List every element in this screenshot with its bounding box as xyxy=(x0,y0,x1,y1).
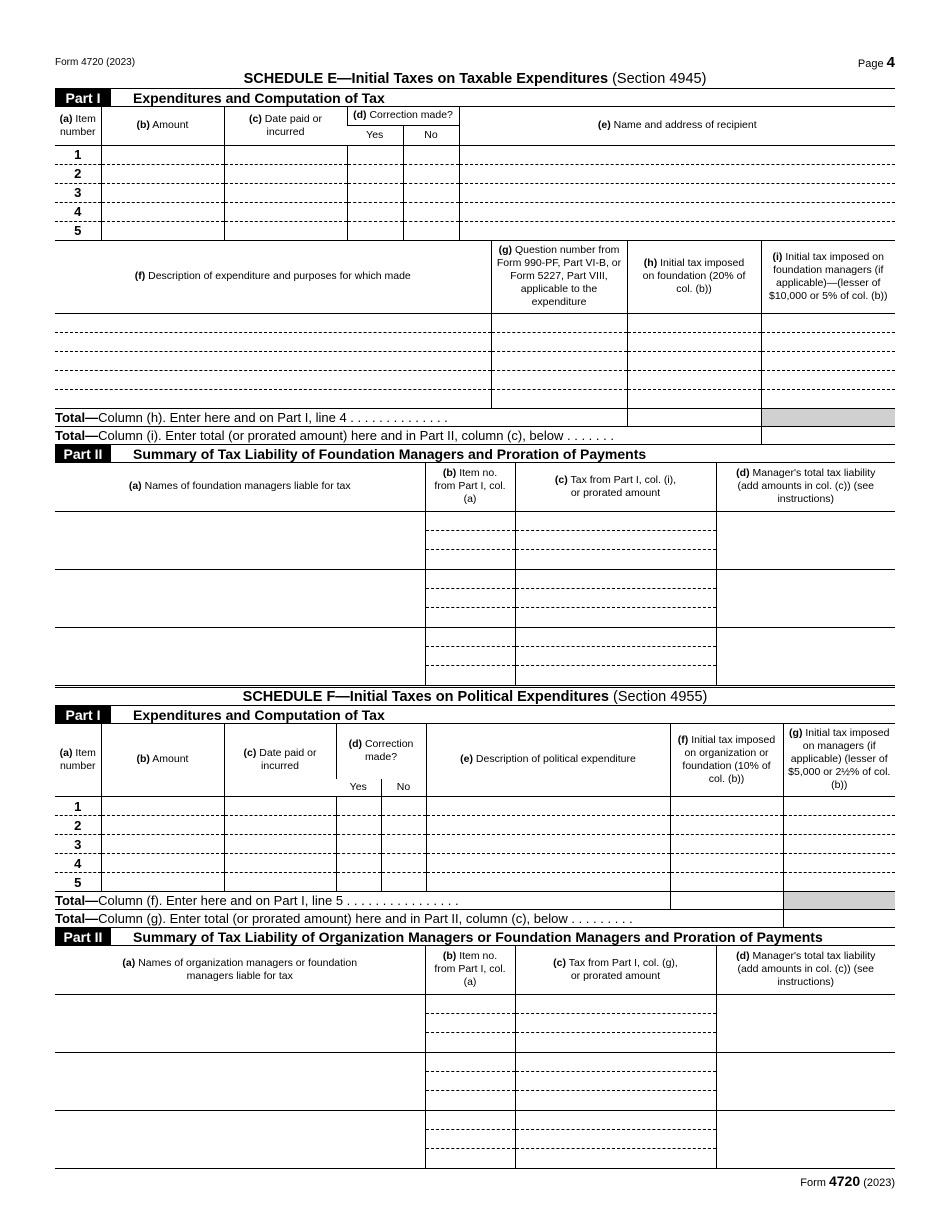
amount-field[interactable] xyxy=(101,202,224,221)
schedule-f-part1-table xyxy=(55,724,895,893)
p2-col-b-header: (b) Item no. from Part I, col. (a) xyxy=(425,463,515,511)
yes-field[interactable] xyxy=(336,797,381,816)
date-field[interactable] xyxy=(224,816,336,835)
schedule-e-description-table xyxy=(55,241,895,410)
item-number: 1 xyxy=(55,797,101,816)
item-no-field[interactable] xyxy=(426,1014,515,1033)
date-field[interactable] xyxy=(224,202,347,221)
manager-name-field[interactable] xyxy=(55,1110,425,1168)
item-no-field[interactable] xyxy=(426,666,515,685)
recipient-field[interactable] xyxy=(459,183,895,202)
manager-name-field[interactable] xyxy=(55,627,425,685)
description-field[interactable] xyxy=(426,835,670,854)
item-number: 3 xyxy=(55,835,101,854)
total-h-field[interactable] xyxy=(627,409,761,426)
item-number: 5 xyxy=(55,873,101,892)
page-number-label: Page 4 xyxy=(857,54,895,71)
col-g-header: (g) Question number from Form 990-PF, Part VI-B, or Form 5227, Part VIII, applicable to the expenditure xyxy=(491,241,627,314)
form-footer: Form 4720 (2023) xyxy=(800,1172,895,1189)
item-number: 4 xyxy=(55,202,101,221)
yes-field[interactable] xyxy=(347,145,403,164)
total-liability-field[interactable] xyxy=(716,994,895,1052)
amount-field[interactable] xyxy=(101,873,224,892)
description-field[interactable] xyxy=(426,797,670,816)
col-f-header: (f) Description of expenditure and purposes for which made xyxy=(55,241,491,314)
fp2-col-a-header: (a) Names of organization managers or foundation managers liable for tax xyxy=(55,946,425,994)
yes-field[interactable] xyxy=(336,816,381,835)
total-column-g: Total—Column (g). Enter total (or prorated amount) here and in Part II, column (c), below . . . . . . . . . xyxy=(55,910,895,928)
fp2-col-c-header: (c) Tax from Part I, col. (g), or prorated amount xyxy=(515,946,716,994)
schedule-f-part1-header: Part I Expenditures and Computation of Tax xyxy=(55,706,895,724)
description-field[interactable] xyxy=(55,333,491,352)
question-field[interactable] xyxy=(491,352,627,371)
date-field[interactable] xyxy=(224,145,347,164)
amount-field[interactable] xyxy=(101,145,224,164)
col-d-header: (d) Correction made? xyxy=(347,107,459,125)
item-no-field[interactable] xyxy=(426,1091,515,1110)
amount-field[interactable] xyxy=(101,221,224,240)
col-e-header: (e) Name and address of recipient xyxy=(459,107,895,145)
no-field[interactable] xyxy=(381,854,426,873)
manager-name-field[interactable] xyxy=(55,569,425,627)
date-field[interactable] xyxy=(224,183,347,202)
tax-field[interactable] xyxy=(516,512,716,531)
date-field[interactable] xyxy=(224,835,336,854)
recipient-field[interactable] xyxy=(459,202,895,221)
no-field[interactable] xyxy=(403,202,459,221)
total-liability-field[interactable] xyxy=(716,627,895,685)
p2-col-d-header: (d) Manager's total tax liability (add amounts in col. (c)) (see instructions) xyxy=(716,463,895,511)
tax-f-field[interactable] xyxy=(670,816,783,835)
tax-f-field[interactable] xyxy=(670,797,783,816)
total-liability-field[interactable] xyxy=(716,1052,895,1110)
item-number: 2 xyxy=(55,164,101,183)
schedule-f-title: SCHEDULE F—Initial Taxes on Political Expenditures (Section 4955) xyxy=(55,687,895,706)
f-col-b-header: (b) Amount xyxy=(101,724,224,797)
no-field[interactable] xyxy=(381,797,426,816)
f-col-d-header: (d) Correction made? xyxy=(336,724,426,779)
recipient-field[interactable] xyxy=(459,145,895,164)
description-field[interactable] xyxy=(426,873,670,892)
no-field[interactable] xyxy=(403,221,459,240)
col-b-header: (b) Amount xyxy=(101,107,224,145)
tax-g-field[interactable] xyxy=(783,873,895,892)
tax-f-field[interactable] xyxy=(670,854,783,873)
total-liability-field[interactable] xyxy=(716,511,895,569)
page-header xyxy=(55,54,895,70)
f-col-c-header: (c) Date paid or incurred xyxy=(224,724,336,797)
item-no-field[interactable] xyxy=(426,1149,515,1168)
item-number: 2 xyxy=(55,816,101,835)
yes-field[interactable] xyxy=(347,221,403,240)
item-no-field[interactable] xyxy=(426,1053,515,1072)
item-no-field[interactable] xyxy=(426,995,515,1014)
item-number: 1 xyxy=(55,145,101,164)
fp2-col-d-header: (d) Manager's total tax liability (add amounts in col. (c)) (see instructions) xyxy=(716,946,895,994)
schedule-f-part2-header: Part II Summary of Tax Liability of Organization Managers or Foundation Managers and Proration of Payments xyxy=(55,928,895,946)
item-no-field[interactable] xyxy=(426,1111,515,1130)
no-field[interactable] xyxy=(381,816,426,835)
tax-f-field[interactable] xyxy=(670,835,783,854)
tax-field[interactable] xyxy=(516,1149,716,1168)
item-number: 3 xyxy=(55,183,101,202)
total-i-field[interactable] xyxy=(761,427,895,444)
shaded-cell xyxy=(783,892,895,909)
item-number: 4 xyxy=(55,854,101,873)
recipient-field[interactable] xyxy=(459,164,895,183)
amount-field[interactable] xyxy=(101,183,224,202)
tax-h-field[interactable] xyxy=(627,390,761,409)
tax-i-field[interactable] xyxy=(761,390,895,409)
tax-g-field[interactable] xyxy=(783,816,895,835)
f-col-e-header: (e) Description of political expenditure xyxy=(426,724,670,797)
yes-field[interactable] xyxy=(347,164,403,183)
yes-field[interactable] xyxy=(336,854,381,873)
form-label: Form 4720 (2023) xyxy=(55,57,136,68)
total-f-field[interactable] xyxy=(670,892,783,909)
tax-field[interactable] xyxy=(516,1091,716,1110)
tax-field[interactable] xyxy=(516,1053,716,1072)
date-field[interactable] xyxy=(224,221,347,240)
total-column-i: Total—Column (i). Enter total (or prorated amount) here and in Part II, column (c), below . . . . . . . xyxy=(55,427,895,445)
description-field[interactable] xyxy=(55,371,491,390)
date-field[interactable] xyxy=(224,873,336,892)
tax-field[interactable] xyxy=(516,666,716,685)
amount-field[interactable] xyxy=(101,835,224,854)
col-d-no: No xyxy=(403,125,459,145)
item-no-field[interactable] xyxy=(426,512,515,531)
item-no-field[interactable] xyxy=(426,628,515,647)
tax-g-field[interactable] xyxy=(783,854,895,873)
amount-field[interactable] xyxy=(101,797,224,816)
total-g-field[interactable] xyxy=(783,910,895,927)
tax-i-field[interactable] xyxy=(761,314,895,333)
no-field[interactable] xyxy=(381,873,426,892)
item-no-field[interactable] xyxy=(426,589,515,608)
no-field[interactable] xyxy=(381,835,426,854)
amount-field[interactable] xyxy=(101,816,224,835)
total-column-h: Total—Column (h). Enter here and on Part I, line 4 . . . . . . . . . . . . . . xyxy=(55,409,895,427)
no-field[interactable] xyxy=(403,145,459,164)
description-field[interactable] xyxy=(426,816,670,835)
tax-field[interactable] xyxy=(516,995,716,1014)
schedule-e-part2-header: Part II Summary of Tax Liability of Foundation Managers and Proration of Payments xyxy=(55,445,895,463)
tax-h-field[interactable] xyxy=(627,333,761,352)
col-h-header: (h) Initial tax imposed on foundation (20% of col. (b)) xyxy=(627,241,761,314)
item-number: 5 xyxy=(55,221,101,240)
col-d-yes: Yes xyxy=(347,125,403,145)
tax-field[interactable] xyxy=(516,647,716,666)
total-liability-field[interactable] xyxy=(716,569,895,627)
schedule-e-part1-table xyxy=(55,107,895,241)
item-no-field[interactable] xyxy=(426,1130,515,1149)
p2-col-c-header: (c) Tax from Part I, col. (i), or prorated amount xyxy=(515,463,716,511)
question-field[interactable] xyxy=(491,333,627,352)
yes-field[interactable] xyxy=(336,835,381,854)
description-field[interactable] xyxy=(55,314,491,333)
item-no-field[interactable] xyxy=(426,1072,515,1091)
schedule-e-part2-table xyxy=(55,463,895,686)
shaded-cell xyxy=(761,409,895,426)
item-no-field[interactable] xyxy=(426,531,515,550)
tax-field[interactable] xyxy=(516,589,716,608)
manager-name-field[interactable] xyxy=(55,994,425,1052)
yes-field[interactable] xyxy=(336,873,381,892)
form-page xyxy=(55,54,895,1189)
tax-field[interactable] xyxy=(516,531,716,550)
date-field[interactable] xyxy=(224,164,347,183)
question-field[interactable] xyxy=(491,390,627,409)
fp2-col-b-header: (b) Item no. from Part I, col. (a) xyxy=(425,946,515,994)
f-col-f-header: (f) Initial tax imposed on organization or foundation (10% of col. (b)) xyxy=(670,724,783,797)
schedule-f-part2-table xyxy=(55,946,895,1169)
col-c-header: (c) Date paid or incurred xyxy=(224,107,347,145)
tax-h-field[interactable] xyxy=(627,371,761,390)
tax-field[interactable] xyxy=(516,1014,716,1033)
tax-field[interactable] xyxy=(516,570,716,589)
f-col-g-header: (g) Initial tax imposed on managers (if applicable) (lesser of $5,000 or 2½% of col. (b)) xyxy=(783,724,895,797)
date-field[interactable] xyxy=(224,854,336,873)
tax-field[interactable] xyxy=(516,1033,716,1052)
p2-col-a-header: (a) Names of foundation managers liable for tax xyxy=(55,463,425,511)
tax-field[interactable] xyxy=(516,628,716,647)
description-field[interactable] xyxy=(55,390,491,409)
tax-h-field[interactable] xyxy=(627,314,761,333)
item-no-field[interactable] xyxy=(426,570,515,589)
tax-i-field[interactable] xyxy=(761,333,895,352)
f-col-d-no: No xyxy=(381,779,426,797)
tax-g-field[interactable] xyxy=(783,835,895,854)
no-field[interactable] xyxy=(403,164,459,183)
tax-field[interactable] xyxy=(516,1111,716,1130)
date-field[interactable] xyxy=(224,797,336,816)
col-a-header: (a) Item number xyxy=(55,107,101,145)
description-field[interactable] xyxy=(55,352,491,371)
amount-field[interactable] xyxy=(101,854,224,873)
tax-field[interactable] xyxy=(516,608,716,627)
yes-field[interactable] xyxy=(347,183,403,202)
tax-f-field[interactable] xyxy=(670,873,783,892)
tax-g-field[interactable] xyxy=(783,797,895,816)
item-no-field[interactable] xyxy=(426,550,515,569)
schedule-e-part1-header: Part I Expenditures and Computation of Tax xyxy=(55,89,895,107)
question-field[interactable] xyxy=(491,314,627,333)
description-field[interactable] xyxy=(426,854,670,873)
total-column-f: Total—Column (f). Enter here and on Part I, line 5 . . . . . . . . . . . . . . . . xyxy=(55,892,895,910)
manager-name-field[interactable] xyxy=(55,1052,425,1110)
recipient-field[interactable] xyxy=(459,221,895,240)
amount-field[interactable] xyxy=(101,164,224,183)
item-no-field[interactable] xyxy=(426,1033,515,1052)
total-liability-field[interactable] xyxy=(716,1110,895,1168)
tax-field[interactable] xyxy=(516,550,716,569)
item-no-field[interactable] xyxy=(426,608,515,627)
item-no-field[interactable] xyxy=(426,647,515,666)
col-i-header: (i) Initial tax imposed on foundation managers (if applicable)—(lesser of $10,000 or 5% of col. (b)) xyxy=(761,241,895,314)
manager-name-field[interactable] xyxy=(55,511,425,569)
tax-i-field[interactable] xyxy=(761,352,895,371)
tax-h-field[interactable] xyxy=(627,352,761,371)
tax-field[interactable] xyxy=(516,1130,716,1149)
no-field[interactable] xyxy=(403,183,459,202)
yes-field[interactable] xyxy=(347,202,403,221)
question-field[interactable] xyxy=(491,371,627,390)
f-col-d-yes: Yes xyxy=(336,779,381,797)
f-col-a-header: (a) Item number xyxy=(55,724,101,797)
schedule-e-title: SCHEDULE E—Initial Taxes on Taxable Expenditures (Section 4945) xyxy=(55,70,895,89)
tax-field[interactable] xyxy=(516,1072,716,1091)
tax-i-field[interactable] xyxy=(761,371,895,390)
